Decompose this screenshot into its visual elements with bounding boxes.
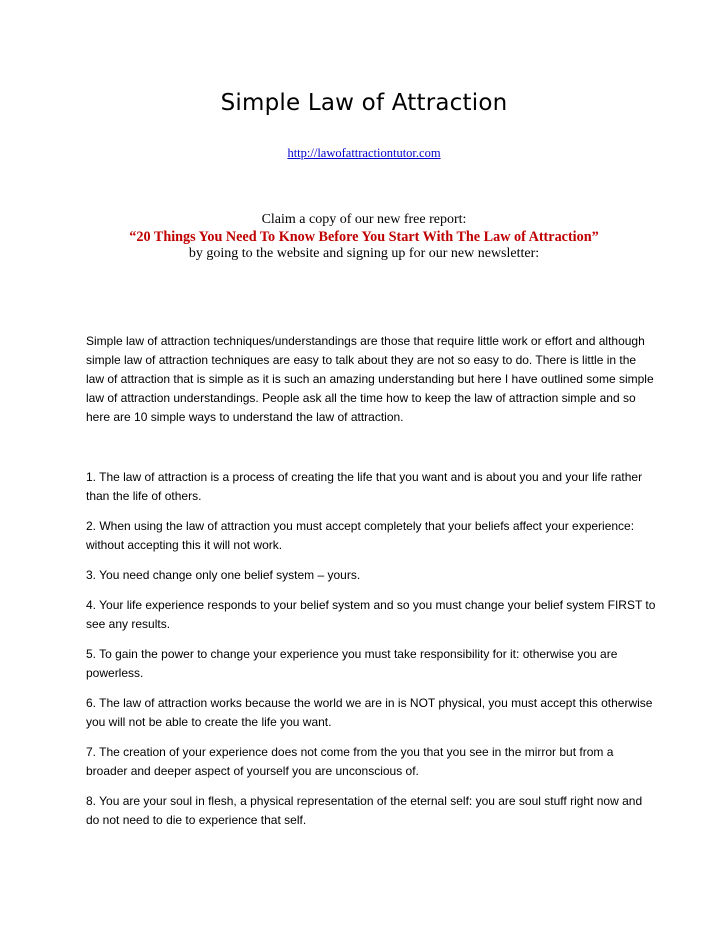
document-title: Simple Law of Attraction <box>220 90 508 116</box>
promo-report-title: “20 Things You Need To Know Before You Start With The Law of Attraction” <box>129 229 599 245</box>
list-item: 8. You are your soul in flesh, a physical representation of the eternal self: you are soul stuff right now and do not need to die to experience that self. <box>86 794 643 827</box>
list-item: 3. You need change only one belief system – yours. <box>86 568 361 582</box>
list-item: 5. To gain the power to change your experience you must take responsibility for it: otherwise you are powerless. <box>86 647 618 680</box>
website-link[interactable]: http://lawofattractiontutor.com <box>287 146 441 160</box>
item-list <box>86 468 656 841</box>
list-item: 1. The law of attraction is a process of creating the life that you want and is about you and your life rather than the life of others. <box>86 470 643 503</box>
intro-paragraph: Simple law of attraction techniques/understandings are those that require little work or effort and although simple law of attraction techniques are easy to talk about they are not so easy to do. There is little in the law of attraction that is simple as it is such an amazing understanding but here I have outlined some simple law of attraction understandings. People ask all the time how to keep the law of attraction simple and so here are 10 simple ways to understand the law of attraction. <box>86 334 654 424</box>
promo-claim-text: Claim a copy of our new free report: <box>261 212 467 227</box>
list-item: 2. When using the law of attraction you must accept completely that your beliefs affect your experience: without accepting this it will not work. <box>86 519 635 552</box>
list-item: 7. The creation of your experience does not come from the you that you see in the mirror but from a broader and deeper aspect of yourself you are unconscious of. <box>86 745 614 778</box>
list-item: 6. The law of attraction works because the world we are in is NOT physical, you must accept this otherwise you will not be able to create the life you want. <box>86 696 653 729</box>
promo-signup-text: by going to the website and signing up for our new newsletter: <box>188 246 540 261</box>
list-item: 4. Your life experience responds to your belief system and so you must change your belief system FIRST to see any results. <box>86 598 656 631</box>
